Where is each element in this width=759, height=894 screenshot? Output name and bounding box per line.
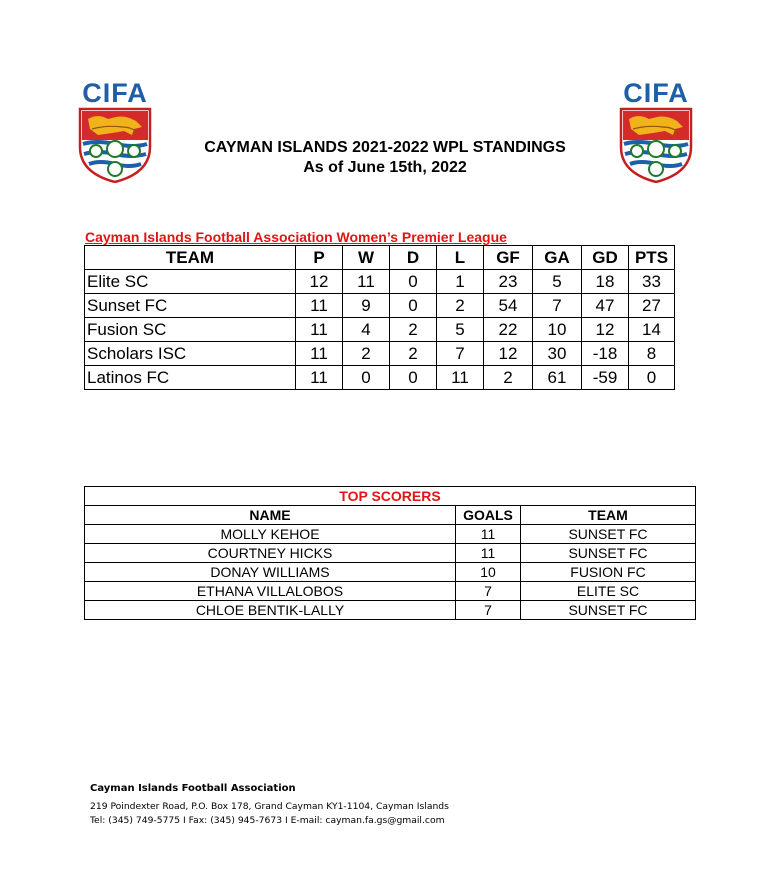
column-header-goals: GOALS (456, 506, 521, 525)
scorer-goals: 7 (456, 582, 521, 601)
cifa-logo-text: CIFA (82, 78, 148, 108)
table-row (85, 544, 696, 563)
team-name: Elite SC (85, 270, 296, 294)
top-scorers-title: TOP SCORERS (85, 487, 696, 506)
played-cell: 11 (296, 342, 343, 366)
table-row (85, 270, 675, 294)
team-name: Latinos FC (85, 366, 296, 390)
drawn-cell: 0 (390, 270, 437, 294)
table-row (85, 318, 675, 342)
played-cell: 12 (296, 270, 343, 294)
standings-header-row (85, 246, 675, 270)
goals-against-cell: 5 (533, 270, 582, 294)
table-row (85, 342, 675, 366)
points-cell: 27 (629, 294, 675, 318)
footer-address: 219 Poindexter Road, P.O. Box 178, Grand Cayman KY1-1104, Cayman Islands (90, 801, 449, 812)
table-row (85, 525, 696, 544)
scorer-team: FUSION FC (521, 563, 696, 582)
goals-for-cell: 2 (484, 366, 533, 390)
goals-for-cell: 23 (484, 270, 533, 294)
cifa-crest-icon (617, 107, 695, 183)
table-row (85, 294, 675, 318)
cifa-logo-left (76, 80, 154, 184)
scorer-goals: 7 (456, 601, 521, 620)
column-header-lost: L (437, 246, 484, 270)
column-header-played: P (296, 246, 343, 270)
points-cell: 0 (629, 366, 675, 390)
footer-org-name: Cayman Islands Football Association (90, 783, 296, 794)
lost-cell: 5 (437, 318, 484, 342)
goals-for-cell: 12 (484, 342, 533, 366)
won-cell: 9 (343, 294, 390, 318)
top-scorers-caption-row (85, 487, 696, 506)
scorer-name: MOLLY KEHOE (85, 525, 456, 544)
standings-table (84, 245, 675, 390)
page-title: CAYMAN ISLANDS 2021-2022 WPL STANDINGS (204, 139, 566, 156)
scorer-goals: 10 (456, 563, 521, 582)
scorer-name: ETHANA VILLALOBOS (85, 582, 456, 601)
page-subtitle: As of June 15th, 2022 (303, 159, 467, 176)
cifa-logo-right (617, 80, 695, 184)
cifa-logo-text: CIFA (623, 78, 689, 108)
table-row (85, 366, 675, 390)
goals-against-cell: 61 (533, 366, 582, 390)
scorer-team: SUNSET FC (521, 601, 696, 620)
team-name: Sunset FC (85, 294, 296, 318)
won-cell: 11 (343, 270, 390, 294)
team-name: Scholars ISC (85, 342, 296, 366)
column-header-goals-against: GA (533, 246, 582, 270)
scorer-team: SUNSET FC (521, 544, 696, 563)
column-header-won: W (343, 246, 390, 270)
drawn-cell: 0 (390, 366, 437, 390)
column-header-name: NAME (85, 506, 456, 525)
lost-cell: 2 (437, 294, 484, 318)
table-row (85, 563, 696, 582)
column-header-drawn: D (390, 246, 437, 270)
goals-against-cell: 7 (533, 294, 582, 318)
goals-against-cell: 30 (533, 342, 582, 366)
drawn-cell: 2 (390, 342, 437, 366)
drawn-cell: 2 (390, 318, 437, 342)
goal-difference-cell: 12 (582, 318, 629, 342)
lost-cell: 1 (437, 270, 484, 294)
top-scorers-header-row (85, 506, 696, 525)
scorer-team: ELITE SC (521, 582, 696, 601)
column-header-scorer-team: TEAM (521, 506, 696, 525)
footer (90, 782, 449, 828)
won-cell: 2 (343, 342, 390, 366)
lost-cell: 7 (437, 342, 484, 366)
played-cell: 11 (296, 294, 343, 318)
team-name: Fusion SC (85, 318, 296, 342)
goal-difference-cell: 47 (582, 294, 629, 318)
points-cell: 8 (629, 342, 675, 366)
table-row (85, 601, 696, 620)
column-header-team: TEAM (85, 246, 296, 270)
column-header-points: PTS (629, 246, 675, 270)
top-scorers-table (84, 486, 696, 620)
document-header (150, 138, 620, 178)
column-header-goal-difference: GD (582, 246, 629, 270)
scorer-team: SUNSET FC (521, 525, 696, 544)
lost-cell: 11 (437, 366, 484, 390)
goal-difference-cell: 18 (582, 270, 629, 294)
goal-difference-cell: -18 (582, 342, 629, 366)
scorer-name: DONAY WILLIAMS (85, 563, 456, 582)
footer-contact: Tel: (345) 749-5775 I Fax: (345) 945-7673 I E-mail: cayman.fa.gs@gmail.com (90, 815, 445, 826)
points-cell: 14 (629, 318, 675, 342)
cifa-crest-icon (76, 107, 154, 183)
goals-for-cell: 54 (484, 294, 533, 318)
scorer-goals: 11 (456, 525, 521, 544)
played-cell: 11 (296, 318, 343, 342)
column-header-goals-for: GF (484, 246, 533, 270)
scorer-name: CHLOE BENTIK-LALLY (85, 601, 456, 620)
won-cell: 0 (343, 366, 390, 390)
scorer-name: COURTNEY HICKS (85, 544, 456, 563)
goal-difference-cell: -59 (582, 366, 629, 390)
goals-for-cell: 22 (484, 318, 533, 342)
table-row (85, 582, 696, 601)
league-title: Cayman Islands Football Association Women’s Premier League (85, 229, 507, 245)
scorer-goals: 11 (456, 544, 521, 563)
goals-against-cell: 10 (533, 318, 582, 342)
played-cell: 11 (296, 366, 343, 390)
points-cell: 33 (629, 270, 675, 294)
won-cell: 4 (343, 318, 390, 342)
drawn-cell: 0 (390, 294, 437, 318)
